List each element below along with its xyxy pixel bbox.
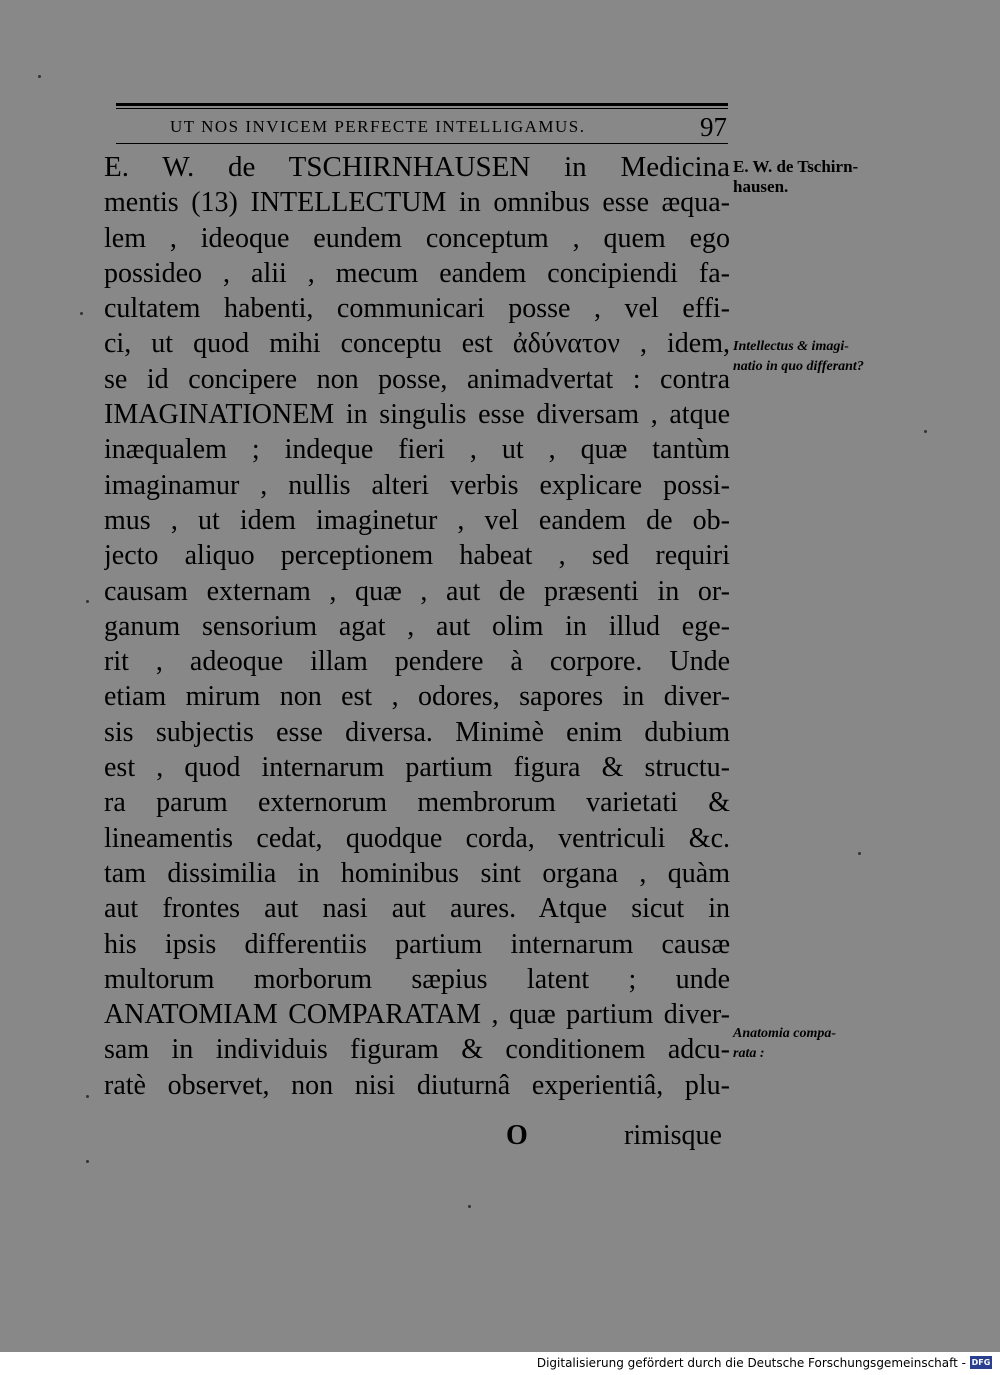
text-line: ganum sensorium agat , aut olim in illud ege- (104, 610, 730, 642)
running-head: UT NOS INVICEM PERFECTE INTELLIGAMUS. (170, 117, 586, 136)
catchword: rimisque (624, 1120, 722, 1151)
scan-speck (38, 75, 41, 78)
text-line: ra parum externorum membrorum varietati & (104, 787, 730, 819)
catchword-line (104, 1120, 730, 1156)
margin-note-line: natio in quo differant? (733, 359, 864, 374)
margin-note-tschirnhausen (733, 157, 858, 197)
margin-note-line: Anatomia compa- (733, 1026, 837, 1041)
text-line: ci, ut quod mihi conceptu est ἀδύνατον , idem, (104, 328, 730, 360)
margin-note-line: hausen. (733, 177, 789, 196)
footer-credit: Digitalisierung gefördert durch die Deutsche Forschungsgemeinschaft - (536, 1356, 966, 1370)
text-line: imaginamur , nullis alteri verbis explicare possi- (104, 469, 730, 501)
signature-mark: O (506, 1120, 528, 1151)
text-line: sam in individuis figuram & conditionem adcu- (104, 1034, 730, 1066)
text-line: lem , ideoque eundem conceptum , quem ego (104, 222, 730, 254)
margin-note-line: Intellectus & imagi- (733, 339, 849, 354)
margin-note-line: E. W. de Tschirn- (733, 157, 859, 176)
margin-note-line: rata : (733, 1046, 765, 1061)
text-line: cultatem habenti, communicari posse , vel effi- (104, 293, 730, 325)
scan-speck (924, 430, 927, 433)
text-line: se id concipere non posse, animadvertat : contra (104, 363, 730, 395)
dfg-logo: DFG (971, 1358, 991, 1367)
text-line: ANATOMIAM COMPARATAM , quæ partium diver- (104, 999, 730, 1031)
scan-speck (468, 1205, 471, 1208)
text-line: aut frontes aut nasi aut aures. Atque sicut in (104, 893, 730, 925)
text-line: possideo , alii , mecum eandem concipiendi fa- (104, 257, 730, 289)
margin-note-intellectus (733, 337, 864, 377)
scan-speck (86, 1160, 89, 1163)
margin-note-anatomia (733, 1024, 836, 1064)
text-line: sis subjectis esse diversa. Minimè enim dubium (104, 716, 730, 748)
scan-speck (86, 600, 89, 603)
scan-speck (86, 1095, 89, 1098)
top-rule (116, 103, 728, 106)
scan-speck (858, 852, 861, 855)
text-line: multorum morborum sæpius latent ; unde (104, 963, 730, 995)
text-line: mentis (13) INTELLECTUM in omnibus esse æqua- (104, 187, 730, 219)
text-line: inæqualem ; indeque fieri , ut , quæ tantùm (104, 434, 730, 466)
text-line: lineamentis cedat, quodque corda, ventriculi &c. (104, 822, 730, 854)
text-line: est , quod internarum partium figura & structu- (104, 752, 730, 784)
text-line: rit , adeoque illam pendere à corpore. Unde (104, 646, 730, 678)
text-line: E. W. de TSCHIRNHAUSEN in Medicina (104, 151, 730, 183)
text-line: ratè observet, non nisi diuturnâ experientiâ, plu- (104, 1069, 730, 1101)
text-line: IMAGINATIONEM in singulis esse diversam , atque (104, 399, 730, 431)
text-line: tam dissimilia in hominibus sint organa , quàm (104, 857, 730, 889)
text-line: etiam mirum non est , odores, sapores in diver- (104, 681, 730, 713)
body-text (104, 150, 730, 1103)
head-rule (116, 143, 728, 144)
text-line: mus , ut idem imaginetur , vel eandem de ob- (104, 504, 730, 536)
text-line: his ipsis differentiis partium internarum causæ (104, 928, 730, 960)
scan-speck (80, 312, 83, 315)
footer-bar (0, 1352, 1000, 1375)
top-rule-thin (116, 108, 728, 109)
text-line: jecto aliquo perceptionem habeat , sed requiri (104, 540, 730, 572)
text-line: causam externam , quæ , aut de præsenti in or- (104, 575, 730, 607)
page-number: 97 (700, 112, 727, 142)
